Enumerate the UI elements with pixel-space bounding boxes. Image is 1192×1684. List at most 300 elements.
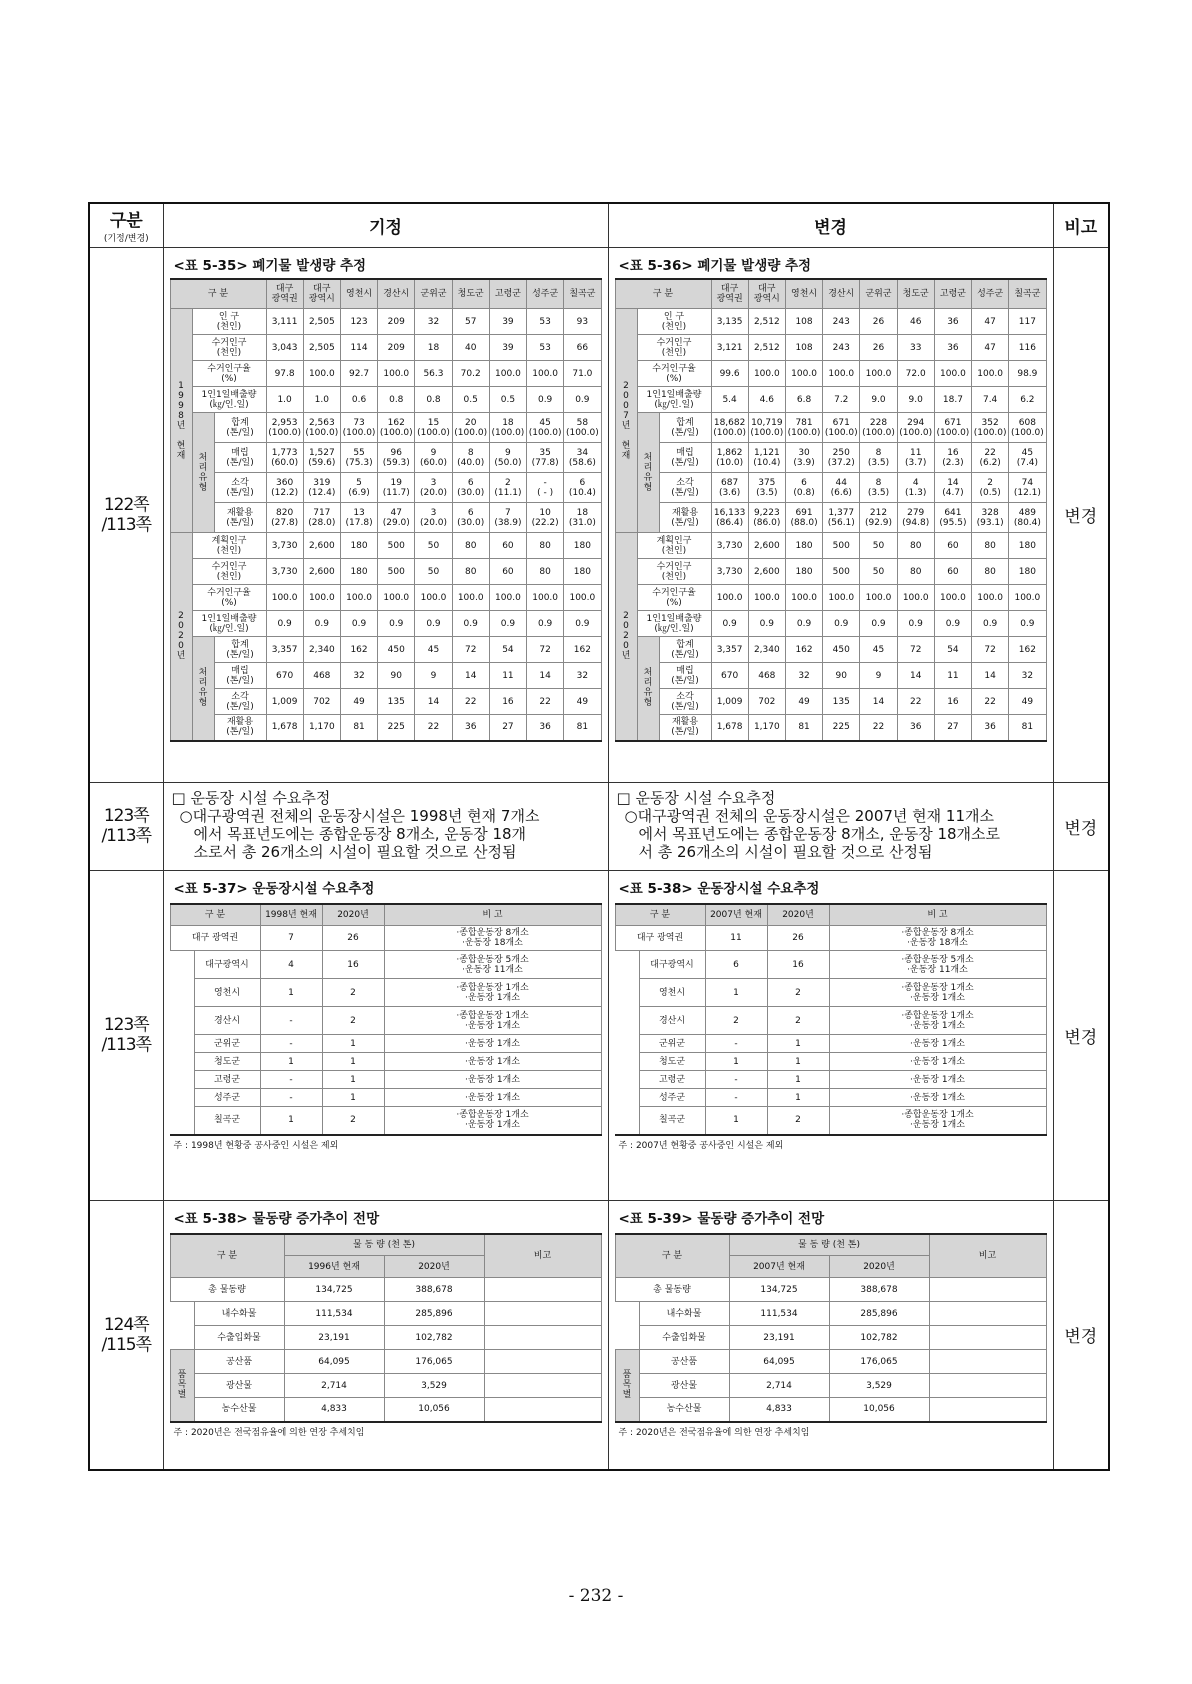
data-cell: 3,043 (266, 335, 303, 361)
data-cell: 1,009 (711, 689, 748, 715)
sports-line2-old: 에서 목표년도에는 종합운동장 8개소, 운동장 18개 (193, 824, 527, 843)
data-cell: 3,730 (266, 533, 303, 559)
data-cell: 18,682 (100.0) (711, 413, 748, 443)
year-label: 2 0 2 0 년 (615, 533, 637, 741)
row-label: 경산시 (639, 1007, 705, 1035)
data-cell: 32 (415, 309, 452, 335)
row-label: 수거인구율 (%) (192, 361, 266, 387)
row-label: 1인1일배출량 (㎏/인.일) (192, 387, 266, 413)
row-label: 소각 (톤/일) (214, 689, 266, 715)
data-cell: 40 (452, 335, 489, 361)
data-cell: 64,095 (729, 1350, 829, 1374)
data-cell: 23,191 (284, 1326, 384, 1350)
row-label: 소각 (톤/일) (659, 473, 711, 503)
note-cell: ·종합운동장 5개소 ·운동장 11개소 (384, 951, 601, 979)
data-cell: 5 (6.9) (340, 473, 377, 503)
data-cell: 3 (20.0) (415, 473, 452, 503)
data-cell: 54 (934, 637, 971, 663)
data-cell: 60 (489, 533, 526, 559)
data-cell: 96 (59.3) (378, 443, 415, 473)
data-cell: 100.0 (564, 585, 601, 611)
data-cell: 100.0 (785, 585, 822, 611)
data-cell: 0.9 (303, 611, 340, 637)
row-label: 수거인구율 (%) (637, 585, 711, 611)
data-cell: 388,678 (829, 1278, 929, 1302)
data-cell: 250 (37.2) (823, 443, 860, 473)
data-cell: 54 (489, 637, 526, 663)
data-cell: 8 (40.0) (452, 443, 489, 473)
data-cell: 36 (972, 715, 1009, 741)
data-cell: 18 (31.0) (564, 503, 601, 533)
data-cell: 117 (1009, 309, 1046, 335)
row-label: 재활용 (톤/일) (659, 503, 711, 533)
data-cell: 14 (897, 663, 934, 689)
data-cell: 80 (452, 559, 489, 585)
data-cell: 102,782 (829, 1326, 929, 1350)
data-cell: 50 (860, 559, 897, 585)
data-cell: 2 (767, 1007, 829, 1035)
data-cell: 80 (972, 559, 1009, 585)
data-cell: 36 (897, 715, 934, 741)
data-cell: 4 (260, 951, 322, 979)
column-header: 2020년 (767, 904, 829, 926)
data-cell: 8 (3.5) (860, 473, 897, 503)
year-label: 2 0 2 0 년 (170, 533, 192, 741)
data-cell: 45 (100.0) (527, 413, 564, 443)
row-label: 소각 (톤/일) (214, 473, 266, 503)
data-cell: 34 (58.6) (564, 443, 601, 473)
data-cell: 33 (897, 335, 934, 361)
data-cell (929, 1374, 1046, 1398)
row-label: 매립 (톤/일) (214, 663, 266, 689)
data-cell: 3,121 (711, 335, 748, 361)
data-cell: - (260, 1089, 322, 1107)
row-label: 1인1일배출량 (㎏/인.일) (637, 387, 711, 413)
data-cell: 11 (934, 663, 971, 689)
data-cell: 100.0 (489, 585, 526, 611)
data-cell: 23,191 (729, 1326, 829, 1350)
data-cell: 0.9 (527, 387, 564, 413)
data-cell: 39 (489, 335, 526, 361)
data-cell: 80 (527, 559, 564, 585)
data-cell: 100.0 (303, 585, 340, 611)
data-cell: 100.0 (711, 585, 748, 611)
data-cell: 0.9 (489, 611, 526, 637)
data-cell: 44 (6.6) (823, 473, 860, 503)
row-label: 군위군 (194, 1035, 260, 1053)
row4-page: 124쪽 /115쪽 (89, 1200, 163, 1470)
waste-new-cell (608, 247, 1053, 782)
data-cell: 100.0 (972, 361, 1009, 387)
data-cell: 2,953 (100.0) (266, 413, 303, 443)
data-cell: 0.9 (897, 611, 934, 637)
data-cell: 57 (452, 309, 489, 335)
row-label: 영천시 (639, 979, 705, 1007)
row-label: 농수산물 (639, 1398, 729, 1422)
data-cell: 468 (748, 663, 785, 689)
note-cell: ·종합운동장 8개소 ·운동장 18개소 (384, 926, 601, 951)
data-cell: 0.9 (711, 611, 748, 637)
sports-heading-new: □ 운동장 시설 수요추정 (616, 788, 776, 807)
data-cell: 9.0 (860, 387, 897, 413)
data-cell: 2,512 (748, 335, 785, 361)
data-cell: 180 (1009, 533, 1046, 559)
indent-cell (170, 1302, 194, 1350)
indent-cell (615, 951, 639, 1135)
note-cell: ·운동장 1개소 (384, 1071, 601, 1089)
data-cell: 15 (100.0) (415, 413, 452, 443)
data-cell: 4,833 (284, 1398, 384, 1422)
column-header: 구 분 (170, 1234, 284, 1278)
data-cell: 50 (860, 533, 897, 559)
note-cell: ·종합운동장 1개소 ·운동장 1개소 (384, 979, 601, 1007)
data-cell: 100.0 (527, 585, 564, 611)
data-cell: 1,121 (10.4) (748, 443, 785, 473)
row3-page: 123쪽 /113쪽 (89, 870, 163, 1200)
data-cell: 80 (527, 533, 564, 559)
column-header: 영천시 (785, 279, 822, 309)
data-cell: 56.3 (415, 361, 452, 387)
logistics-new-cell (608, 1200, 1053, 1470)
data-cell: 16 (934, 689, 971, 715)
data-cell: 6 (10.4) (564, 473, 601, 503)
data-cell: 27 (489, 715, 526, 741)
column-header: 구 분 (615, 1234, 729, 1278)
data-cell: 58 (100.0) (564, 413, 601, 443)
data-cell: 53 (527, 335, 564, 361)
note-cell: ·종합운동장 1개소 ·운동장 1개소 (829, 979, 1046, 1007)
treat-label: 처 리 유 형 (192, 637, 214, 741)
data-cell: 500 (823, 533, 860, 559)
data-cell: 1 (767, 1035, 829, 1053)
data-cell: 671 (100.0) (823, 413, 860, 443)
row-label: 수거인구율 (%) (637, 361, 711, 387)
data-cell: 2 (322, 979, 384, 1007)
note-cell: ·운동장 1개소 (384, 1035, 601, 1053)
column-header: 대구 광역권 (266, 279, 303, 309)
note-cell: ·종합운동장 1개소 ·운동장 1개소 (384, 1007, 601, 1035)
data-cell: 2,714 (284, 1374, 384, 1398)
data-cell: 100.0 (823, 361, 860, 387)
data-cell: 100.0 (785, 361, 822, 387)
data-cell: 11 (489, 663, 526, 689)
data-cell: 3 (20.0) (415, 503, 452, 533)
data-cell: 1 (322, 1071, 384, 1089)
row-label: 내수화물 (194, 1302, 284, 1326)
data-cell: 100.0 (415, 585, 452, 611)
data-cell: 73 (100.0) (340, 413, 377, 443)
data-cell (929, 1398, 1046, 1422)
row-label: 합계 (톤/일) (659, 637, 711, 663)
note-cell: ·운동장 1개소 (384, 1053, 601, 1071)
data-cell: 2,600 (748, 559, 785, 585)
data-cell: 1,170 (303, 715, 340, 741)
data-cell: 1,170 (748, 715, 785, 741)
data-cell: 123 (340, 309, 377, 335)
data-cell: 9 (50.0) (489, 443, 526, 473)
comparison-table (88, 202, 1110, 1471)
header-old: 기정 (163, 203, 608, 247)
row-label: 합계 (톤/일) (659, 413, 711, 443)
data-cell: 0.9 (1009, 611, 1046, 637)
data-cell: 4.6 (748, 387, 785, 413)
row-label: 청도군 (639, 1053, 705, 1071)
data-cell: 30 (3.9) (785, 443, 822, 473)
data-cell: 32 (785, 663, 822, 689)
data-cell: 108 (785, 335, 822, 361)
row-label: 칠곡군 (194, 1107, 260, 1135)
row-label: 청도군 (194, 1053, 260, 1071)
data-cell: 2,505 (303, 309, 340, 335)
data-cell: 0.8 (378, 387, 415, 413)
data-cell: 60 (489, 559, 526, 585)
data-cell: 71.0 (564, 361, 601, 387)
data-cell (484, 1326, 601, 1350)
data-cell: 0.9 (564, 387, 601, 413)
data-cell: 64,095 (284, 1350, 384, 1374)
column-header: 2020년 (829, 1256, 929, 1278)
data-cell: 2,600 (748, 533, 785, 559)
data-cell: 7 (260, 926, 322, 951)
data-cell: 243 (823, 335, 860, 361)
data-cell: 135 (378, 689, 415, 715)
column-header: 고령군 (489, 279, 526, 309)
data-cell: 26 (860, 335, 897, 361)
data-cell (484, 1374, 601, 1398)
column-header: 칠곡군 (564, 279, 601, 309)
data-cell: 162 (340, 637, 377, 663)
data-cell: 3,529 (384, 1374, 484, 1398)
data-cell: 360 (12.2) (266, 473, 303, 503)
data-cell: 0.9 (378, 611, 415, 637)
page-number: - 232 - (568, 1586, 624, 1606)
data-cell: 3,357 (711, 637, 748, 663)
data-cell: 47 (972, 335, 1009, 361)
data-cell (484, 1398, 601, 1422)
data-cell: 1 (767, 1053, 829, 1071)
data-cell: 3,730 (266, 559, 303, 585)
data-cell: 0.5 (489, 387, 526, 413)
note-cell: ·운동장 1개소 (829, 1035, 1046, 1053)
note-cell: ·종합운동장 5개소 ·운동장 11개소 (829, 951, 1046, 979)
row-label: 칠곡군 (639, 1107, 705, 1135)
data-cell: 0.9 (860, 611, 897, 637)
row-label: 수출입화물 (639, 1326, 729, 1350)
data-cell: 50 (415, 559, 452, 585)
row-label: 소각 (톤/일) (659, 689, 711, 715)
data-cell: 5.4 (711, 387, 748, 413)
data-cell: 1 (322, 1053, 384, 1071)
data-cell: 1 (767, 1089, 829, 1107)
data-cell: 4 (1.3) (897, 473, 934, 503)
sports-text-old (163, 782, 608, 870)
data-cell: 99.6 (711, 361, 748, 387)
data-cell: 36 (527, 715, 564, 741)
row1-page: 122쪽 /113쪽 (89, 247, 163, 782)
header-new: 변경 (608, 203, 1053, 247)
column-header: 비 고 (384, 904, 601, 926)
logistics-old-cell (163, 1200, 608, 1470)
data-cell: 500 (823, 559, 860, 585)
data-cell: 180 (564, 533, 601, 559)
row-label: 매립 (톤/일) (214, 443, 266, 473)
data-cell (929, 1302, 1046, 1326)
data-cell: 162 (564, 637, 601, 663)
sports-line3-new: 서 총 26개소의 시설이 필요할 것으로 산정됨 (638, 842, 933, 861)
data-cell: 97.8 (266, 361, 303, 387)
row-label: 대구 광역권 (170, 926, 260, 951)
data-cell: 2,340 (303, 637, 340, 663)
data-cell: 53 (527, 309, 564, 335)
data-cell: 90 (823, 663, 860, 689)
data-cell: 9,223 (86.0) (748, 503, 785, 533)
treat-label: 처 리 유 형 (637, 637, 659, 741)
row-label: 재활용 (톤/일) (214, 503, 266, 533)
data-cell: 2,600 (303, 533, 340, 559)
data-cell: 100.0 (934, 585, 971, 611)
data-cell: 3,730 (711, 533, 748, 559)
data-cell: 10,056 (829, 1398, 929, 1422)
data-cell: 32 (564, 663, 601, 689)
data-cell: 111,534 (729, 1302, 829, 1326)
data-cell: 100.0 (860, 361, 897, 387)
data-cell: 1 (705, 1107, 767, 1135)
data-cell: 2 (11.1) (489, 473, 526, 503)
data-cell: 3,357 (266, 637, 303, 663)
data-cell: 1.0 (303, 387, 340, 413)
data-cell: 100.0 (748, 585, 785, 611)
data-cell: 3,529 (829, 1374, 929, 1398)
data-cell: 0.6 (340, 387, 377, 413)
row2-page: 123쪽 /113쪽 (89, 782, 163, 870)
column-header: 물 동 량 (천 톤) (284, 1234, 484, 1256)
row1-remark: 변경 (1053, 247, 1109, 782)
data-cell: 16 (322, 951, 384, 979)
data-cell: 1,773 (60.0) (266, 443, 303, 473)
data-cell: 32 (340, 663, 377, 689)
table-title: <표 5-37> 운동장시설 수요추정 (173, 880, 375, 897)
data-cell: 80 (452, 533, 489, 559)
data-cell: 45 (860, 637, 897, 663)
header-remark: 비고 (1053, 203, 1109, 247)
data-cell: 81 (340, 715, 377, 741)
data-cell: 0.9 (415, 611, 452, 637)
data-cell: 49 (340, 689, 377, 715)
sports-text-new (608, 782, 1053, 870)
row-label: 매립 (톤/일) (659, 443, 711, 473)
data-cell: - (705, 1089, 767, 1107)
data-cell: 0.5 (452, 387, 489, 413)
data-cell: 608 (100.0) (1009, 413, 1046, 443)
row-label: 수거인구 (천인) (637, 335, 711, 361)
data-cell: 162 (100.0) (378, 413, 415, 443)
data-cell: 2,340 (748, 637, 785, 663)
data-cell: 80 (897, 533, 934, 559)
data-cell: 100.0 (340, 585, 377, 611)
data-cell: 50 (415, 533, 452, 559)
data-cell: 0.8 (415, 387, 452, 413)
row-label: 수거인구율 (%) (192, 585, 266, 611)
column-header: 청도군 (897, 279, 934, 309)
data-cell: 6.8 (785, 387, 822, 413)
data-cell: 1 (705, 979, 767, 1007)
logistics-table (615, 1233, 1047, 1423)
table-title: <표 5-36> 폐기물 발생량 추정 (618, 257, 812, 274)
data-cell: 2 (0.5) (972, 473, 1009, 503)
data-cell: 0.9 (748, 611, 785, 637)
data-cell: 72 (452, 637, 489, 663)
data-cell: 6 (705, 951, 767, 979)
data-cell: 1 (260, 1107, 322, 1135)
data-cell: 100.0 (266, 585, 303, 611)
data-cell: 111,534 (284, 1302, 384, 1326)
row-label: 수출입화물 (194, 1326, 284, 1350)
data-cell: 1 (767, 1071, 829, 1089)
data-cell: 80 (972, 533, 1009, 559)
data-cell: 450 (378, 637, 415, 663)
data-cell: 72.0 (897, 361, 934, 387)
data-cell: 100.0 (378, 585, 415, 611)
data-cell: 2,505 (303, 335, 340, 361)
data-cell: 1 (260, 1053, 322, 1071)
column-header: 칠곡군 (1009, 279, 1046, 309)
sports-old-cell (163, 870, 608, 1200)
row-label: 계획인구 (천인) (192, 533, 266, 559)
data-cell: 36 (452, 715, 489, 741)
treat-label: 처 리 유 형 (192, 413, 214, 533)
data-cell: 820 (27.8) (266, 503, 303, 533)
group-label: 품 목 별 (615, 1350, 639, 1422)
data-cell: 47 (29.0) (378, 503, 415, 533)
data-cell: 180 (340, 559, 377, 585)
data-cell: 319 (12.4) (303, 473, 340, 503)
data-cell: 90 (378, 663, 415, 689)
year-label: 1 9 9 8 년 현 재 (170, 309, 192, 533)
data-cell: 285,896 (384, 1302, 484, 1326)
data-cell: 352 (100.0) (972, 413, 1009, 443)
data-cell: 388,678 (384, 1278, 484, 1302)
data-cell: 100.0 (897, 585, 934, 611)
data-cell: 180 (785, 559, 822, 585)
row-label: 고령군 (194, 1071, 260, 1089)
data-cell: 16 (489, 689, 526, 715)
data-cell: 243 (823, 309, 860, 335)
data-cell: 100.0 (823, 585, 860, 611)
data-cell: 641 (95.5) (934, 503, 971, 533)
data-cell: 279 (94.8) (897, 503, 934, 533)
data-cell: 100.0 (972, 585, 1009, 611)
data-cell: 9.0 (897, 387, 934, 413)
data-cell: 468 (303, 663, 340, 689)
data-cell: 22 (897, 689, 934, 715)
column-header: 대구 광역시 (748, 279, 785, 309)
data-cell: 180 (564, 559, 601, 585)
row-label: 경산시 (194, 1007, 260, 1035)
data-cell: 14 (527, 663, 564, 689)
data-cell: 49 (1009, 689, 1046, 715)
data-cell: 14 (452, 663, 489, 689)
data-cell: 0.9 (972, 611, 1009, 637)
data-cell: 14 (4.7) (934, 473, 971, 503)
data-cell: 16,133 (86.4) (711, 503, 748, 533)
data-cell: 10,719 (100.0) (748, 413, 785, 443)
column-header: 군위군 (860, 279, 897, 309)
data-cell: 4,833 (729, 1398, 829, 1422)
data-cell: 702 (303, 689, 340, 715)
data-cell: 14 (972, 663, 1009, 689)
data-cell: 13 (17.8) (340, 503, 377, 533)
data-cell: 162 (785, 637, 822, 663)
